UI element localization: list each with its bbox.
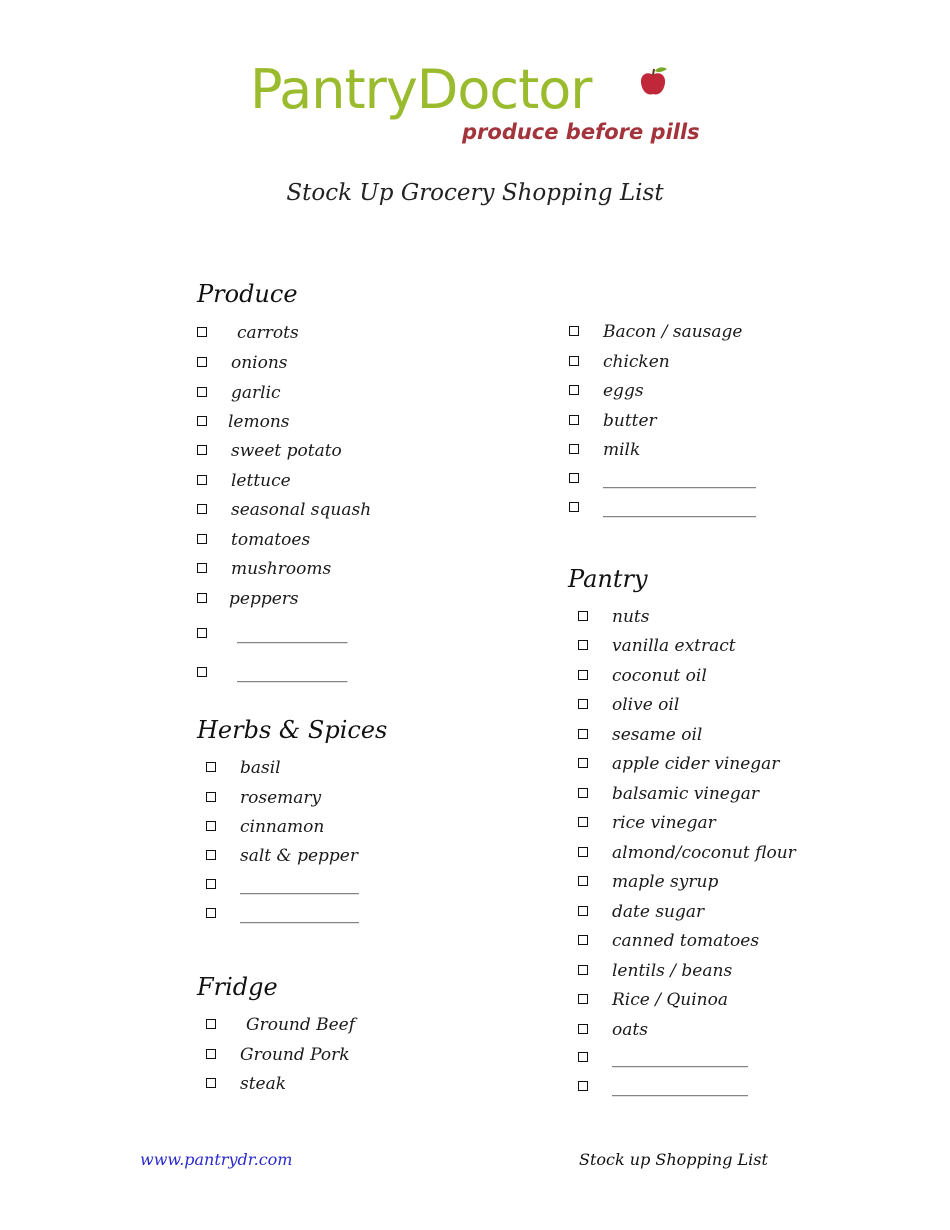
checkbox[interactable]: [578, 817, 588, 827]
checkbox[interactable]: [578, 935, 588, 945]
item-label: Ground Beef: [246, 1015, 356, 1035]
checkbox[interactable]: [197, 327, 207, 337]
item-label: basil: [240, 758, 281, 778]
checkbox[interactable]: [206, 1078, 216, 1088]
checkbox[interactable]: [206, 821, 216, 831]
blank-line[interactable]: ______________: [240, 875, 359, 895]
apple-icon: [636, 66, 670, 98]
item-label: almond/coconut flour: [612, 843, 796, 863]
item-label: lentils / beans: [612, 961, 733, 981]
section-title-pantry: Pantry: [568, 565, 648, 593]
checkbox[interactable]: [197, 387, 207, 397]
item-label: lettuce: [231, 471, 291, 491]
blank-line[interactable]: __________________: [603, 498, 756, 518]
item-label: seasonal squash: [231, 500, 372, 520]
item-label: butter: [603, 411, 657, 431]
checkbox[interactable]: [197, 563, 207, 573]
checkbox[interactable]: [569, 502, 579, 512]
item-label: lemons: [228, 412, 290, 432]
checkbox[interactable]: [578, 847, 588, 857]
website-link[interactable]: www.pantrydr.com: [140, 1150, 293, 1169]
checkbox[interactable]: [578, 1081, 588, 1091]
checkbox[interactable]: [197, 357, 207, 367]
checkbox[interactable]: [569, 473, 579, 483]
checkbox[interactable]: [197, 475, 207, 485]
item-label: salt & pepper: [240, 846, 358, 866]
checkbox[interactable]: [197, 534, 207, 544]
item-label: carrots: [237, 323, 299, 343]
item-label: maple syrup: [612, 872, 719, 892]
footer-caption: Stock up Shopping List: [579, 1150, 768, 1169]
checkbox[interactable]: [206, 908, 216, 918]
checkbox[interactable]: [578, 1024, 588, 1034]
item-label: mushrooms: [231, 559, 332, 579]
item-label: canned tomatoes: [612, 931, 760, 951]
checkbox[interactable]: [206, 762, 216, 772]
checkbox[interactable]: [197, 445, 207, 455]
item-label: chicken: [603, 352, 670, 372]
checkbox[interactable]: [206, 850, 216, 860]
item-label: Ground Pork: [240, 1045, 350, 1065]
checkbox[interactable]: [569, 326, 579, 336]
item-label: olive oil: [612, 695, 680, 715]
section-title-produce: Produce: [197, 280, 298, 308]
checkbox[interactable]: [206, 792, 216, 802]
section-title-fridge: Fridge: [197, 973, 278, 1001]
item-label: cinnamon: [240, 817, 325, 837]
item-label: Bacon / sausage: [603, 322, 743, 342]
checkbox[interactable]: [569, 356, 579, 366]
item-label: date sugar: [612, 902, 705, 922]
item-label: sweet potato: [231, 441, 342, 461]
item-label: rosemary: [240, 788, 322, 808]
item-label: coconut oil: [612, 666, 707, 686]
checkbox[interactable]: [569, 415, 579, 425]
checkbox[interactable]: [569, 385, 579, 395]
checkbox[interactable]: [578, 788, 588, 798]
item-label: vanilla extract: [612, 636, 736, 656]
item-label: rice vinegar: [612, 813, 716, 833]
checkbox[interactable]: [197, 504, 207, 514]
checkbox[interactable]: [569, 444, 579, 454]
blank-line[interactable]: ______________: [240, 904, 359, 924]
item-label: onions: [231, 353, 288, 373]
blank-line[interactable]: __________________: [603, 469, 756, 489]
checkbox[interactable]: [206, 879, 216, 889]
brand-logo: [250, 58, 710, 158]
checkbox[interactable]: [197, 667, 207, 677]
item-label: balsamic vinegar: [612, 784, 759, 804]
checkbox[interactable]: [578, 906, 588, 916]
checkbox[interactable]: [578, 729, 588, 739]
document-title: Stock Up Grocery Shopping List: [286, 180, 664, 206]
checkbox[interactable]: [197, 628, 207, 638]
checkbox[interactable]: [578, 670, 588, 680]
item-label: Rice / Quinoa: [612, 990, 728, 1010]
checkbox[interactable]: [206, 1049, 216, 1059]
checkbox[interactable]: [578, 994, 588, 1004]
item-label: oats: [612, 1020, 648, 1040]
brand-name: PantryDoctor: [250, 58, 592, 121]
brand-tagline: produce before pills: [462, 120, 700, 144]
blank-line[interactable]: _____________: [237, 663, 348, 683]
item-label: garlic: [231, 383, 281, 403]
item-label: eggs: [603, 381, 644, 401]
checkbox[interactable]: [578, 1052, 588, 1062]
blank-line[interactable]: ________________: [612, 1048, 748, 1068]
checkbox[interactable]: [578, 965, 588, 975]
checkbox[interactable]: [578, 758, 588, 768]
item-label: nuts: [612, 607, 650, 627]
item-label: steak: [240, 1074, 287, 1094]
checkbox[interactable]: [197, 593, 207, 603]
checkbox[interactable]: [578, 699, 588, 709]
blank-line[interactable]: _____________: [237, 624, 348, 644]
item-label: sesame oil: [612, 725, 703, 745]
checkbox[interactable]: [206, 1019, 216, 1029]
blank-line[interactable]: ________________: [612, 1077, 748, 1097]
item-label: apple cider vinegar: [612, 754, 780, 774]
item-label: tomatoes: [231, 530, 311, 550]
checkbox[interactable]: [578, 876, 588, 886]
checkbox[interactable]: [578, 640, 588, 650]
section-title-herbs-spices: Herbs & Spices: [197, 716, 388, 744]
item-label: peppers: [229, 589, 299, 609]
item-label: milk: [603, 440, 641, 460]
checkbox[interactable]: [197, 416, 207, 426]
checkbox[interactable]: [578, 611, 588, 621]
